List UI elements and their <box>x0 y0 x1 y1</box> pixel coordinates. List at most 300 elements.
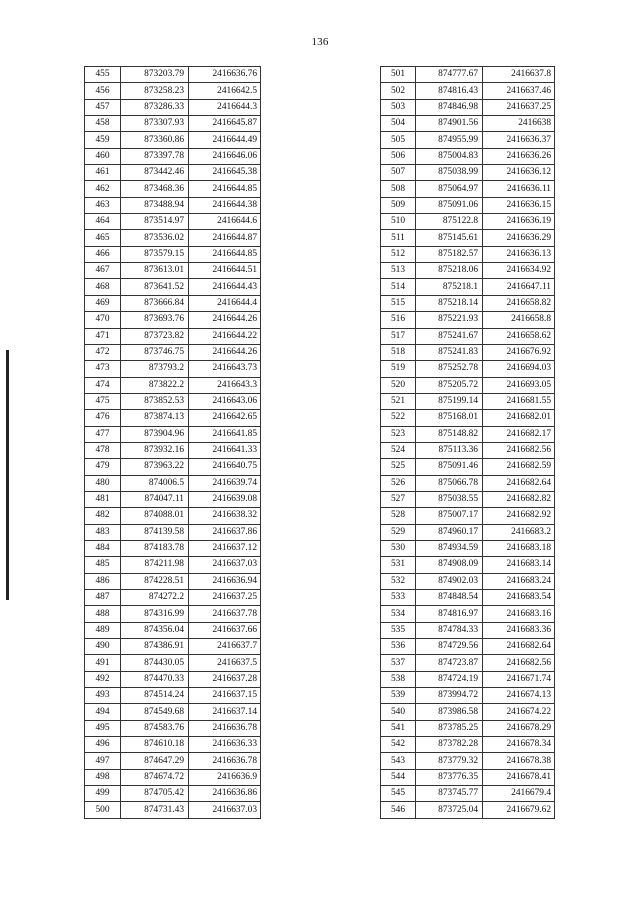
y-coordinate-cell: 2416639.74 <box>189 475 261 491</box>
point-number-cell: 497 <box>85 753 121 769</box>
x-coordinate-cell: 875038.99 <box>416 165 483 181</box>
x-coordinate-cell: 873745.77 <box>416 786 483 802</box>
x-coordinate-cell: 874272.2 <box>121 590 189 606</box>
y-coordinate-cell: 2416682.56 <box>483 442 555 458</box>
point-number-cell: 457 <box>85 99 121 115</box>
x-coordinate-cell: 875113.36 <box>416 442 483 458</box>
y-coordinate-cell: 2416643.06 <box>189 393 261 409</box>
point-number-cell: 527 <box>381 491 416 507</box>
table-row <box>381 622 555 638</box>
table-row <box>85 786 261 802</box>
x-coordinate-cell: 873442.46 <box>121 165 189 181</box>
point-number-cell: 462 <box>85 181 121 197</box>
y-coordinate-cell: 2416683.54 <box>483 590 555 606</box>
table-row <box>381 720 555 736</box>
point-number-cell: 540 <box>381 704 416 720</box>
y-coordinate-cell: 2416682.56 <box>483 655 555 671</box>
x-coordinate-cell: 874784.33 <box>416 622 483 638</box>
point-number-cell: 506 <box>381 148 416 164</box>
table-row <box>85 540 261 556</box>
x-coordinate-cell: 873536.02 <box>121 230 189 246</box>
y-coordinate-cell: 2416636.76 <box>189 67 261 83</box>
x-coordinate-cell: 874816.97 <box>416 606 483 622</box>
point-number-cell: 519 <box>381 361 416 377</box>
table-row <box>381 377 555 393</box>
point-number-cell: 508 <box>381 181 416 197</box>
x-coordinate-cell: 873852.53 <box>121 393 189 409</box>
x-coordinate-cell: 874848.54 <box>416 590 483 606</box>
table-row <box>85 312 261 328</box>
y-coordinate-cell: 2416683.2 <box>483 524 555 540</box>
table-row <box>85 410 261 426</box>
x-coordinate-cell: 874386.91 <box>121 639 189 655</box>
x-coordinate-cell: 874705.42 <box>121 786 189 802</box>
point-number-cell: 480 <box>85 475 121 491</box>
table-row <box>85 704 261 720</box>
y-coordinate-cell: 2416637.03 <box>189 802 261 818</box>
x-coordinate-cell: 875252.78 <box>416 361 483 377</box>
x-coordinate-cell: 874731.43 <box>121 802 189 818</box>
table-row <box>381 328 555 344</box>
x-coordinate-cell: 873579.15 <box>121 246 189 262</box>
y-coordinate-cell: 2416682.17 <box>483 426 555 442</box>
table-row <box>381 197 555 213</box>
y-coordinate-cell: 2416641.33 <box>189 442 261 458</box>
point-number-cell: 526 <box>381 475 416 491</box>
x-coordinate-cell: 875199.14 <box>416 393 483 409</box>
x-coordinate-cell: 874723.87 <box>416 655 483 671</box>
y-coordinate-cell: 2416636.26 <box>483 148 555 164</box>
table-row <box>85 426 261 442</box>
y-coordinate-cell: 2416647.11 <box>483 279 555 295</box>
x-coordinate-cell: 874846.98 <box>416 99 483 115</box>
y-coordinate-cell: 2416637.28 <box>189 671 261 687</box>
point-number-cell: 514 <box>381 279 416 295</box>
point-number-cell: 483 <box>85 524 121 540</box>
y-coordinate-cell: 2416644.26 <box>189 312 261 328</box>
table-row <box>85 802 261 818</box>
point-number-cell: 512 <box>381 246 416 262</box>
table-row <box>381 524 555 540</box>
point-number-cell: 513 <box>381 263 416 279</box>
x-coordinate-cell: 874583.76 <box>121 720 189 736</box>
y-coordinate-cell: 2416678.29 <box>483 720 555 736</box>
x-coordinate-cell: 875241.83 <box>416 344 483 360</box>
y-coordinate-cell: 2416636.33 <box>189 737 261 753</box>
point-number-cell: 495 <box>85 720 121 736</box>
table-row <box>85 557 261 573</box>
point-number-cell: 539 <box>381 688 416 704</box>
x-coordinate-cell: 874777.67 <box>416 67 483 83</box>
table-row <box>381 165 555 181</box>
x-coordinate-cell: 873963.22 <box>121 459 189 475</box>
point-number-cell: 488 <box>85 606 121 622</box>
table-row <box>85 148 261 164</box>
point-number-cell: 515 <box>381 295 416 311</box>
table-row <box>85 377 261 393</box>
x-coordinate-cell: 875145.61 <box>416 230 483 246</box>
point-number-cell: 542 <box>381 737 416 753</box>
y-coordinate-cell: 2416678.34 <box>483 737 555 753</box>
x-coordinate-cell: 875038.55 <box>416 491 483 507</box>
point-number-cell: 463 <box>85 197 121 213</box>
table-row <box>85 606 261 622</box>
point-number-cell: 517 <box>381 328 416 344</box>
x-coordinate-cell: 874902.03 <box>416 573 483 589</box>
y-coordinate-cell: 2416637.8 <box>483 67 555 83</box>
x-coordinate-cell: 875122.8 <box>416 214 483 230</box>
table-row <box>381 116 555 132</box>
x-coordinate-cell: 873776.35 <box>416 769 483 785</box>
y-coordinate-cell: 2416640.75 <box>189 459 261 475</box>
point-number-cell: 546 <box>381 802 416 818</box>
x-coordinate-cell: 873397.78 <box>121 148 189 164</box>
table-row <box>381 557 555 573</box>
y-coordinate-cell: 2416694.03 <box>483 361 555 377</box>
point-number-cell: 503 <box>381 99 416 115</box>
table-row <box>381 802 555 818</box>
point-number-cell: 475 <box>85 393 121 409</box>
table-row <box>381 655 555 671</box>
point-number-cell: 467 <box>85 263 121 279</box>
y-coordinate-cell: 2416645.38 <box>189 165 261 181</box>
point-number-cell: 473 <box>85 361 121 377</box>
point-number-cell: 504 <box>381 116 416 132</box>
point-number-cell: 544 <box>381 769 416 785</box>
y-coordinate-cell: 2416637.78 <box>189 606 261 622</box>
point-number-cell: 468 <box>85 279 121 295</box>
x-coordinate-cell: 874729.56 <box>416 639 483 655</box>
table-row <box>85 769 261 785</box>
y-coordinate-cell: 2416682.82 <box>483 491 555 507</box>
point-number-cell: 489 <box>85 622 121 638</box>
x-coordinate-cell: 873641.52 <box>121 279 189 295</box>
x-coordinate-cell: 874183.78 <box>121 540 189 556</box>
point-number-cell: 502 <box>381 83 416 99</box>
x-coordinate-cell: 874514.24 <box>121 688 189 704</box>
table-row <box>381 344 555 360</box>
table-row <box>85 99 261 115</box>
y-coordinate-cell: 2416636.19 <box>483 214 555 230</box>
table-row <box>85 295 261 311</box>
point-number-cell: 541 <box>381 720 416 736</box>
x-coordinate-cell: 873514.97 <box>121 214 189 230</box>
y-coordinate-cell: 2416643.3 <box>189 377 261 393</box>
x-coordinate-cell: 873286.33 <box>121 99 189 115</box>
point-number-cell: 511 <box>381 230 416 246</box>
table-row <box>381 361 555 377</box>
y-coordinate-cell: 2416674.22 <box>483 704 555 720</box>
y-coordinate-cell: 2416682.64 <box>483 475 555 491</box>
point-number-cell: 521 <box>381 393 416 409</box>
point-number-cell: 516 <box>381 312 416 328</box>
point-number-cell: 472 <box>85 344 121 360</box>
y-coordinate-cell: 2416641.85 <box>189 426 261 442</box>
point-number-cell: 499 <box>85 786 121 802</box>
x-coordinate-cell: 874816.43 <box>416 83 483 99</box>
y-coordinate-cell: 2416642.5 <box>189 83 261 99</box>
table-row <box>381 263 555 279</box>
x-coordinate-cell: 874316.99 <box>121 606 189 622</box>
table-row <box>85 214 261 230</box>
y-coordinate-cell: 2416674.13 <box>483 688 555 704</box>
y-coordinate-cell: 2416683.18 <box>483 540 555 556</box>
page-number: 136 <box>311 36 329 48</box>
y-coordinate-cell: 2416636.37 <box>483 132 555 148</box>
point-number-cell: 477 <box>85 426 121 442</box>
x-coordinate-cell: 874610.18 <box>121 737 189 753</box>
table-row <box>85 393 261 409</box>
y-coordinate-cell: 2416693.05 <box>483 377 555 393</box>
coordinates-table-right <box>380 66 555 819</box>
x-coordinate-cell: 874549.68 <box>121 704 189 720</box>
point-number-cell: 461 <box>85 165 121 181</box>
table-row <box>381 132 555 148</box>
point-number-cell: 537 <box>381 655 416 671</box>
y-coordinate-cell: 2416658.8 <box>483 312 555 328</box>
x-coordinate-cell: 873932.16 <box>121 442 189 458</box>
y-coordinate-cell: 2416637.66 <box>189 622 261 638</box>
point-number-cell: 458 <box>85 116 121 132</box>
y-coordinate-cell: 2416679.62 <box>483 802 555 818</box>
table-row <box>381 540 555 556</box>
x-coordinate-cell: 873782.28 <box>416 737 483 753</box>
x-coordinate-cell: 874934.59 <box>416 540 483 556</box>
x-coordinate-cell: 875066.78 <box>416 475 483 491</box>
table-row <box>85 181 261 197</box>
x-coordinate-cell: 873203.79 <box>121 67 189 83</box>
point-number-cell: 534 <box>381 606 416 622</box>
point-number-cell: 456 <box>85 83 121 99</box>
table-row <box>381 393 555 409</box>
point-number-cell: 533 <box>381 590 416 606</box>
point-number-cell: 509 <box>381 197 416 213</box>
x-coordinate-cell: 874674.72 <box>121 769 189 785</box>
table-row <box>85 671 261 687</box>
x-coordinate-cell: 875182.57 <box>416 246 483 262</box>
point-number-cell: 455 <box>85 67 121 83</box>
x-coordinate-cell: 873785.25 <box>416 720 483 736</box>
point-number-cell: 529 <box>381 524 416 540</box>
y-coordinate-cell: 2416644.4 <box>189 295 261 311</box>
y-coordinate-cell: 2416637.5 <box>189 655 261 671</box>
y-coordinate-cell: 2416683.14 <box>483 557 555 573</box>
point-number-cell: 479 <box>85 459 121 475</box>
y-coordinate-cell: 2416636.94 <box>189 573 261 589</box>
x-coordinate-cell: 873725.04 <box>416 802 483 818</box>
x-coordinate-cell: 873307.93 <box>121 116 189 132</box>
x-coordinate-cell: 873793.2 <box>121 361 189 377</box>
y-coordinate-cell: 2416639.08 <box>189 491 261 507</box>
x-coordinate-cell: 873693.76 <box>121 312 189 328</box>
point-number-cell: 459 <box>85 132 121 148</box>
table-row <box>381 737 555 753</box>
table-row <box>381 475 555 491</box>
table-row <box>85 230 261 246</box>
x-coordinate-cell: 874211.98 <box>121 557 189 573</box>
table-row <box>85 753 261 769</box>
y-coordinate-cell: 2416636.78 <box>189 753 261 769</box>
table-row <box>85 737 261 753</box>
y-coordinate-cell: 2416644.6 <box>189 214 261 230</box>
x-coordinate-cell: 874430.05 <box>121 655 189 671</box>
y-coordinate-cell: 2416682.01 <box>483 410 555 426</box>
table-row <box>85 344 261 360</box>
x-coordinate-cell: 875148.82 <box>416 426 483 442</box>
point-number-cell: 469 <box>85 295 121 311</box>
x-coordinate-cell: 875218.1 <box>416 279 483 295</box>
table-row <box>85 720 261 736</box>
y-coordinate-cell: 2416644.3 <box>189 99 261 115</box>
point-number-cell: 464 <box>85 214 121 230</box>
table-row <box>381 459 555 475</box>
y-coordinate-cell: 2416644.51 <box>189 263 261 279</box>
coordinates-table-left <box>84 66 261 819</box>
x-coordinate-cell: 874647.29 <box>121 753 189 769</box>
x-coordinate-cell: 873468.36 <box>121 181 189 197</box>
x-coordinate-cell: 874724.19 <box>416 671 483 687</box>
point-number-cell: 531 <box>381 557 416 573</box>
table-row <box>381 426 555 442</box>
table-row <box>85 263 261 279</box>
point-number-cell: 520 <box>381 377 416 393</box>
x-coordinate-cell: 874047.11 <box>121 491 189 507</box>
y-coordinate-cell: 2416638.32 <box>189 508 261 524</box>
y-coordinate-cell: 2416636.13 <box>483 246 555 262</box>
point-number-cell: 510 <box>381 214 416 230</box>
table-row <box>381 573 555 589</box>
table-row <box>85 590 261 606</box>
x-coordinate-cell: 875218.06 <box>416 263 483 279</box>
y-coordinate-cell: 2416637.25 <box>483 99 555 115</box>
y-coordinate-cell: 2416646.06 <box>189 148 261 164</box>
y-coordinate-cell: 2416637.7 <box>189 639 261 655</box>
point-number-cell: 465 <box>85 230 121 246</box>
table-row <box>85 132 261 148</box>
point-number-cell: 522 <box>381 410 416 426</box>
table-row <box>85 622 261 638</box>
y-coordinate-cell: 2416644.87 <box>189 230 261 246</box>
y-coordinate-cell: 2416637.03 <box>189 557 261 573</box>
table-row <box>381 148 555 164</box>
table-row <box>381 606 555 622</box>
table-body <box>381 67 555 819</box>
table-row <box>85 246 261 262</box>
point-number-cell: 528 <box>381 508 416 524</box>
y-coordinate-cell: 2416658.82 <box>483 295 555 311</box>
y-coordinate-cell: 2416682.92 <box>483 508 555 524</box>
x-coordinate-cell: 874088.01 <box>121 508 189 524</box>
y-coordinate-cell: 2416682.64 <box>483 639 555 655</box>
x-coordinate-cell: 874470.33 <box>121 671 189 687</box>
x-coordinate-cell: 875064.97 <box>416 181 483 197</box>
table-row <box>85 165 261 181</box>
y-coordinate-cell: 2416636.15 <box>483 197 555 213</box>
table-row <box>85 279 261 295</box>
y-coordinate-cell: 2416683.24 <box>483 573 555 589</box>
table-row <box>85 116 261 132</box>
table-row <box>85 328 261 344</box>
point-number-cell: 494 <box>85 704 121 720</box>
y-coordinate-cell: 2416636.86 <box>189 786 261 802</box>
y-coordinate-cell: 2416683.16 <box>483 606 555 622</box>
point-number-cell: 466 <box>85 246 121 262</box>
point-number-cell: 474 <box>85 377 121 393</box>
point-number-cell: 536 <box>381 639 416 655</box>
point-number-cell: 485 <box>85 557 121 573</box>
table-row <box>381 639 555 655</box>
table-row <box>85 573 261 589</box>
table-row <box>381 181 555 197</box>
x-coordinate-cell: 874955.99 <box>416 132 483 148</box>
table-row <box>85 475 261 491</box>
table-row <box>381 704 555 720</box>
table-row <box>381 786 555 802</box>
x-coordinate-cell: 875091.06 <box>416 197 483 213</box>
x-coordinate-cell: 874960.17 <box>416 524 483 540</box>
point-number-cell: 535 <box>381 622 416 638</box>
x-coordinate-cell: 873986.58 <box>416 704 483 720</box>
table-row <box>381 442 555 458</box>
table-row <box>381 688 555 704</box>
y-coordinate-cell: 2416636.9 <box>189 769 261 785</box>
y-coordinate-cell: 2416645.87 <box>189 116 261 132</box>
point-number-cell: 493 <box>85 688 121 704</box>
point-number-cell: 498 <box>85 769 121 785</box>
point-number-cell: 505 <box>381 132 416 148</box>
point-number-cell: 507 <box>381 165 416 181</box>
x-coordinate-cell: 873723.82 <box>121 328 189 344</box>
y-coordinate-cell: 2416678.41 <box>483 769 555 785</box>
table-row <box>381 67 555 83</box>
table-row <box>381 753 555 769</box>
x-coordinate-cell: 873746.75 <box>121 344 189 360</box>
point-number-cell: 518 <box>381 344 416 360</box>
y-coordinate-cell: 2416679.4 <box>483 786 555 802</box>
table-row <box>381 671 555 687</box>
table-row <box>85 524 261 540</box>
point-number-cell: 523 <box>381 426 416 442</box>
y-coordinate-cell: 2416637.15 <box>189 688 261 704</box>
x-coordinate-cell: 873904.96 <box>121 426 189 442</box>
x-coordinate-cell: 875241.67 <box>416 328 483 344</box>
x-coordinate-cell: 874908.09 <box>416 557 483 573</box>
x-coordinate-cell: 873822.2 <box>121 377 189 393</box>
y-coordinate-cell: 2416638 <box>483 116 555 132</box>
point-number-cell: 490 <box>85 639 121 655</box>
point-number-cell: 471 <box>85 328 121 344</box>
scan-binding-mark <box>6 350 9 600</box>
x-coordinate-cell: 875168.01 <box>416 410 483 426</box>
y-coordinate-cell: 2416643.73 <box>189 361 261 377</box>
x-coordinate-cell: 873258.23 <box>121 83 189 99</box>
point-number-cell: 525 <box>381 459 416 475</box>
point-number-cell: 543 <box>381 753 416 769</box>
y-coordinate-cell: 2416636.29 <box>483 230 555 246</box>
table-row <box>381 99 555 115</box>
x-coordinate-cell: 875218.14 <box>416 295 483 311</box>
table-row <box>85 442 261 458</box>
point-number-cell: 476 <box>85 410 121 426</box>
x-coordinate-cell: 873360.86 <box>121 132 189 148</box>
point-number-cell: 470 <box>85 312 121 328</box>
table-row <box>85 508 261 524</box>
y-coordinate-cell: 2416634.92 <box>483 263 555 279</box>
table-row <box>85 688 261 704</box>
y-coordinate-cell: 2416637.46 <box>483 83 555 99</box>
y-coordinate-cell: 2416636.78 <box>189 720 261 736</box>
point-number-cell: 491 <box>85 655 121 671</box>
